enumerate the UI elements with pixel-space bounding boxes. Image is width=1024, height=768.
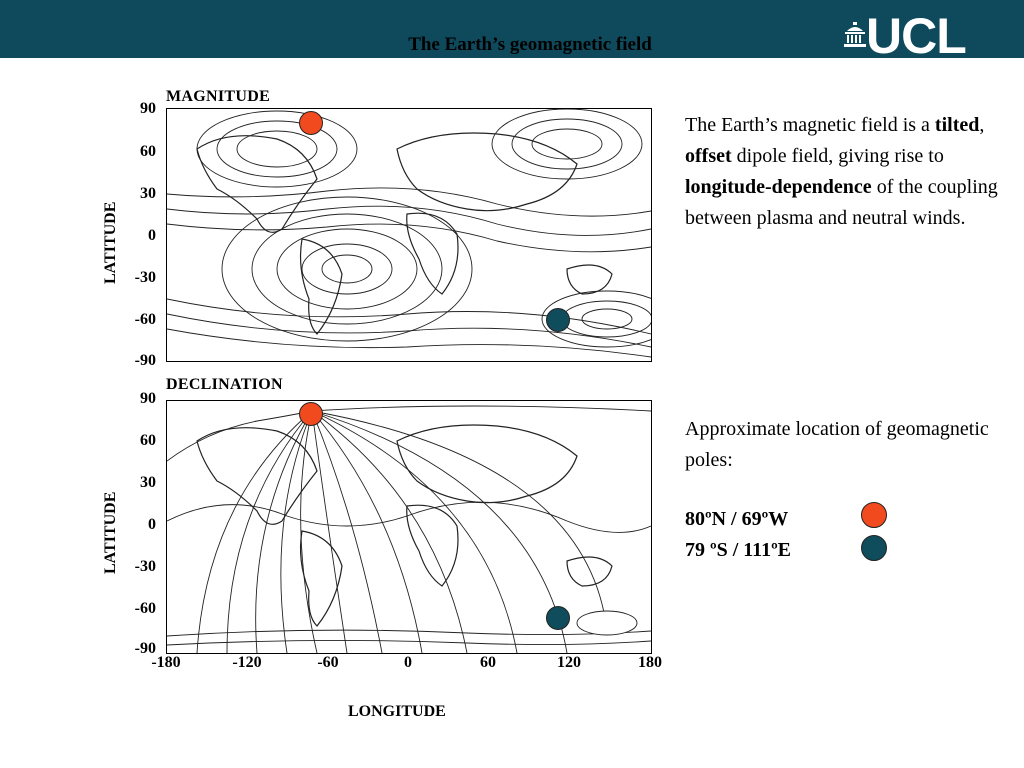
declination-panel-title: DECLINATION	[166, 376, 283, 393]
south-pole-coordinates: 79 ºS / 111ºE	[685, 539, 792, 561]
ytick: 30	[140, 474, 156, 491]
ucl-logo	[842, 8, 998, 64]
xtick: 60	[480, 654, 496, 671]
xtick: 180	[638, 654, 662, 671]
south-pole-marker-declination	[546, 606, 570, 630]
description-part: The Earth’s magnetic field is a	[685, 114, 935, 136]
declination-contour-map	[166, 400, 652, 654]
ytick: 0	[148, 227, 156, 244]
north-pole-coordinates: 80ºN / 69ºW	[685, 508, 789, 530]
magnitude-panel-title: MAGNITUDE	[166, 88, 271, 105]
north-pole-marker-declination	[299, 402, 323, 426]
xtick: -120	[232, 654, 262, 671]
north-pole-marker-magnitude	[299, 111, 323, 135]
xtick: -60	[317, 654, 339, 671]
ytick: -90	[134, 640, 156, 657]
ytick: 60	[140, 143, 156, 160]
ytick: 90	[140, 100, 156, 117]
ytick: -60	[134, 311, 156, 328]
poles-intro: Approximate location of geomagnetic poles:	[685, 418, 989, 471]
ucl-logo-text: UCL	[866, 8, 966, 64]
north-pole-legend-dot	[861, 502, 887, 528]
ytick: 30	[140, 185, 156, 202]
declination-ylabel: LATITUDE	[102, 491, 119, 574]
description-separator: ,	[979, 114, 985, 136]
south-pole-legend-dot	[861, 535, 887, 561]
x-axis-label: LONGITUDE	[348, 703, 446, 720]
xtick: -180	[151, 654, 181, 671]
description-part: dipole field, giving rise to	[731, 145, 944, 167]
term-tilted: tilted	[934, 114, 980, 136]
ytick: 60	[140, 432, 156, 449]
description-part: of the coupling between plasma and neutral winds.	[685, 176, 998, 229]
ytick: -30	[134, 558, 156, 575]
geomagnetic-figure	[100, 84, 680, 724]
ytick: 90	[140, 390, 156, 407]
term-longitude-dependence: longitude-dependence	[685, 176, 872, 198]
ytick: 0	[148, 516, 156, 533]
slide-title: The Earth’s geomagnetic field	[408, 34, 652, 55]
xtick: 120	[557, 654, 581, 671]
magnitude-contour-map	[166, 108, 652, 362]
ytick: -30	[134, 269, 156, 286]
ytick: -90	[134, 352, 156, 369]
south-pole-marker-magnitude	[546, 308, 570, 332]
description-text	[685, 110, 1005, 234]
ytick: -60	[134, 600, 156, 617]
magnitude-ylabel: LATITUDE	[102, 201, 119, 284]
term-offset: offset	[685, 145, 732, 167]
portico-icon	[844, 22, 866, 48]
xtick: 0	[404, 654, 412, 671]
